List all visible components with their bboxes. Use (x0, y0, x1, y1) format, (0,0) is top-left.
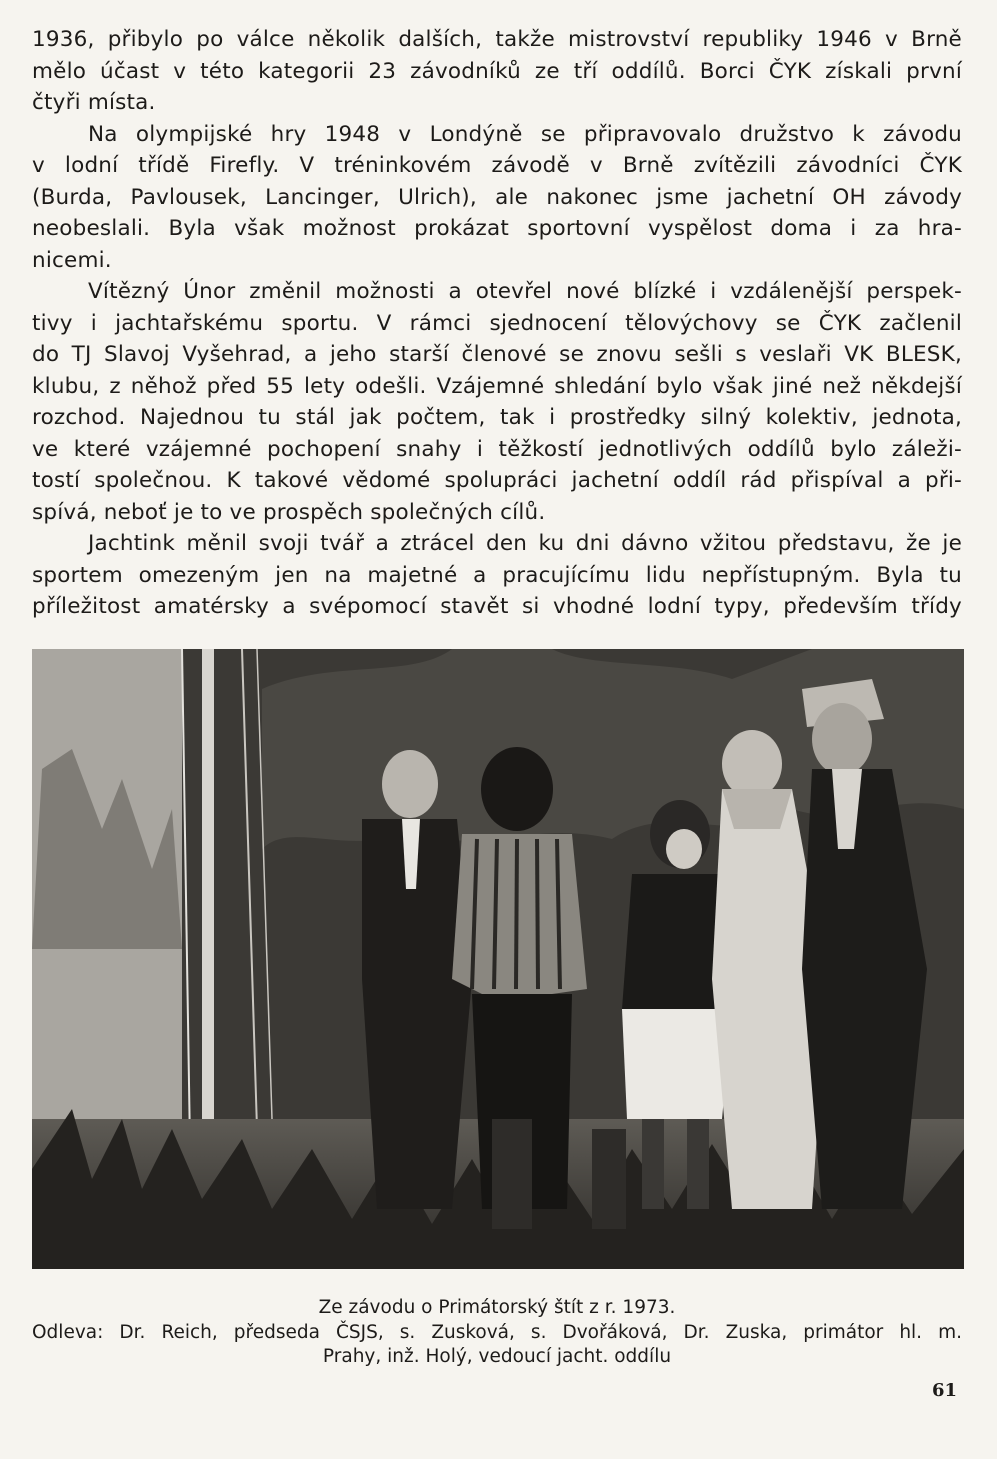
group-photo (32, 649, 964, 1269)
text-line: (Burda, Pavlousek, Lancinger, Ulrich), ale nakonec jsme jachetní OH závody (32, 184, 962, 210)
text-line: rozchod. Najednou tu stál jak počtem, tak i prostředky silný kolektiv, jednota, (32, 405, 962, 430)
paragraph-1 (32, 24, 962, 119)
body-text (32, 24, 962, 623)
photo-caption (32, 1296, 962, 1370)
text-line: tostí společnou. K takové vědomé spolupráci jachetní oddíl rád přispíval a při- (32, 468, 962, 493)
text-line: neobeslali. Byla však možnost prokázat sportovní vyspělost doma i za hra- (32, 216, 962, 241)
text-line: ve které vzájemné pochopení snahy i těžkostí jednotlivých oddílů bylo záleži- (32, 436, 962, 462)
caption-line: Prahy, inž. Holý, vedoucí jacht. oddílu (322, 1346, 672, 1367)
text-line: Na olympijské hry 1948 v Londýně se připravovalo družstvo k závodu (88, 121, 962, 147)
text-line: Vítězný Únor změnil možnosti a otevřel nové blízké i vzdálenější perspek- (88, 279, 962, 304)
text-line: klubu, z něhož před 55 lety odešli. Vzájemné shledání bylo však jiné než někdejší (32, 373, 962, 399)
text-line: do TJ Slavoj Vyšehrad, a jeho starší členové se znovu sešli s veslaři VK BLESK, (32, 342, 962, 367)
caption-line: Ze závodu o Primátorský štít z r. 1973. (318, 1297, 676, 1318)
text-line: tivy i jachtařskému sportu. V rámci sjednocení tělovýchovy se ČYK začlenil (32, 310, 962, 336)
paragraph-3 (32, 276, 962, 528)
page-number: 61 (931, 1380, 957, 1401)
text-line: v lodní třídě Firefly. V tréninkovém závodě v Brně zvítězili závodníci ČYK (32, 153, 962, 178)
paragraph-2 (32, 119, 962, 277)
paragraph-4 (32, 528, 962, 623)
caption-line: Odleva: Dr. Reich, předseda ČSJS, s. Zusková, s. Dvořáková, Dr. Zuska, primátor hl. m. (32, 1321, 962, 1343)
text-line: mělo účast v této kategorii 23 závodníků ze tří oddílů. Borci ČYK získali první (32, 58, 962, 84)
text-line: nicemi. (32, 247, 112, 273)
text-line: sportem omezeným jen na majetné a pracujícímu lidu nepřístupným. Byla tu (32, 562, 962, 588)
text-line: příležitost amatérsky a svépomocí stavět si vhodné lodní typy, především třídy (32, 594, 962, 619)
text-line: 1936, přibylo po válce několik dalších, takže mistrovství republiky 1946 v Brně (32, 27, 962, 52)
text-line: spívá, neboť je to ve prospěch společných cílů. (32, 499, 546, 525)
text-line: čtyři místa. (32, 90, 156, 115)
text-line: Jachtink měnil svoji tvář a ztrácel den ku dni dávno vžitou představu, že je (88, 531, 962, 556)
